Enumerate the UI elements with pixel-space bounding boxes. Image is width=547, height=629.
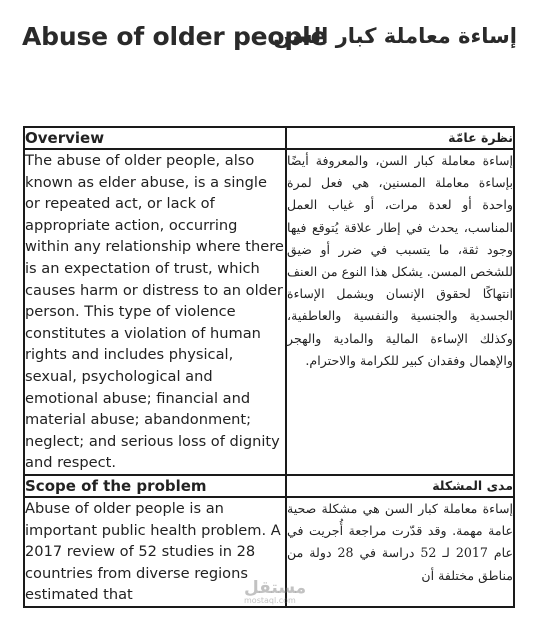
section-body-english: The abuse of older people, also known as elder abuse, is a single or repeated act, or lack of appropriate action, occurring within any relationship where there is an expectation of trust, which causes harm or distress to an older person. This type of violence constitutes a violation of human rights and includes physical, sexual, psychological and emotional abuse; financial and material abuse; abandonment; neglect; and serious loss of dignity and respect. xyxy=(24,149,286,475)
watermark-text: مستقل xyxy=(244,578,307,598)
section-heading-arabic: نظرة عامّة xyxy=(286,127,514,149)
section-body-arabic: إساءة معاملة كبار السن هي مشكلة صحية عامة مهمة. وقد قدّرت مراجعة أُجريت في عام 2017 لـ 52 دراسة في 28 دولة من مناطق مختلفة أن xyxy=(286,497,514,607)
section-heading-english: Scope of the problem xyxy=(24,475,286,497)
section-body-arabic: إساءة معاملة كبار السن، والمعروفة أيضًا بإساءة معاملة المسنين، هي فعل لمرة واحدة أو لعدة مرات، أو غياب العمل المناسب، يحدث في إطار علاقة يُتوقع فيها وجود ثقة، ما يتسبب في ضرر أو ضيق للشخص المسن. يشكل هذا النوع من العنف انتهاكًا لحقوق الإنسان ويشمل الإساءة الجسدية والجنسية والنفسية والعاطفية، وكذلك الإساءة المالية والمادية والهجر والإهمال وفقدان كبير للكرامة والاحترام. xyxy=(286,149,514,475)
page-title-arabic: إساءة معاملة كبار السن xyxy=(273,24,517,48)
table-row xyxy=(24,475,514,497)
watermark-subtext: mostaql.com xyxy=(244,596,296,605)
table-row xyxy=(24,149,514,475)
page-title-english: Abuse of older people xyxy=(22,22,328,51)
bilingual-table xyxy=(23,126,515,608)
table-row xyxy=(24,127,514,149)
section-heading-english: Overview xyxy=(24,127,286,149)
section-body-english: Abuse of older people is an important public health problem. A 2017 review of 52 studies in 28 countries from diverse regions estimated that xyxy=(24,497,286,607)
section-heading-arabic: مدى المشكلة xyxy=(286,475,514,497)
watermark-logo xyxy=(244,578,306,605)
